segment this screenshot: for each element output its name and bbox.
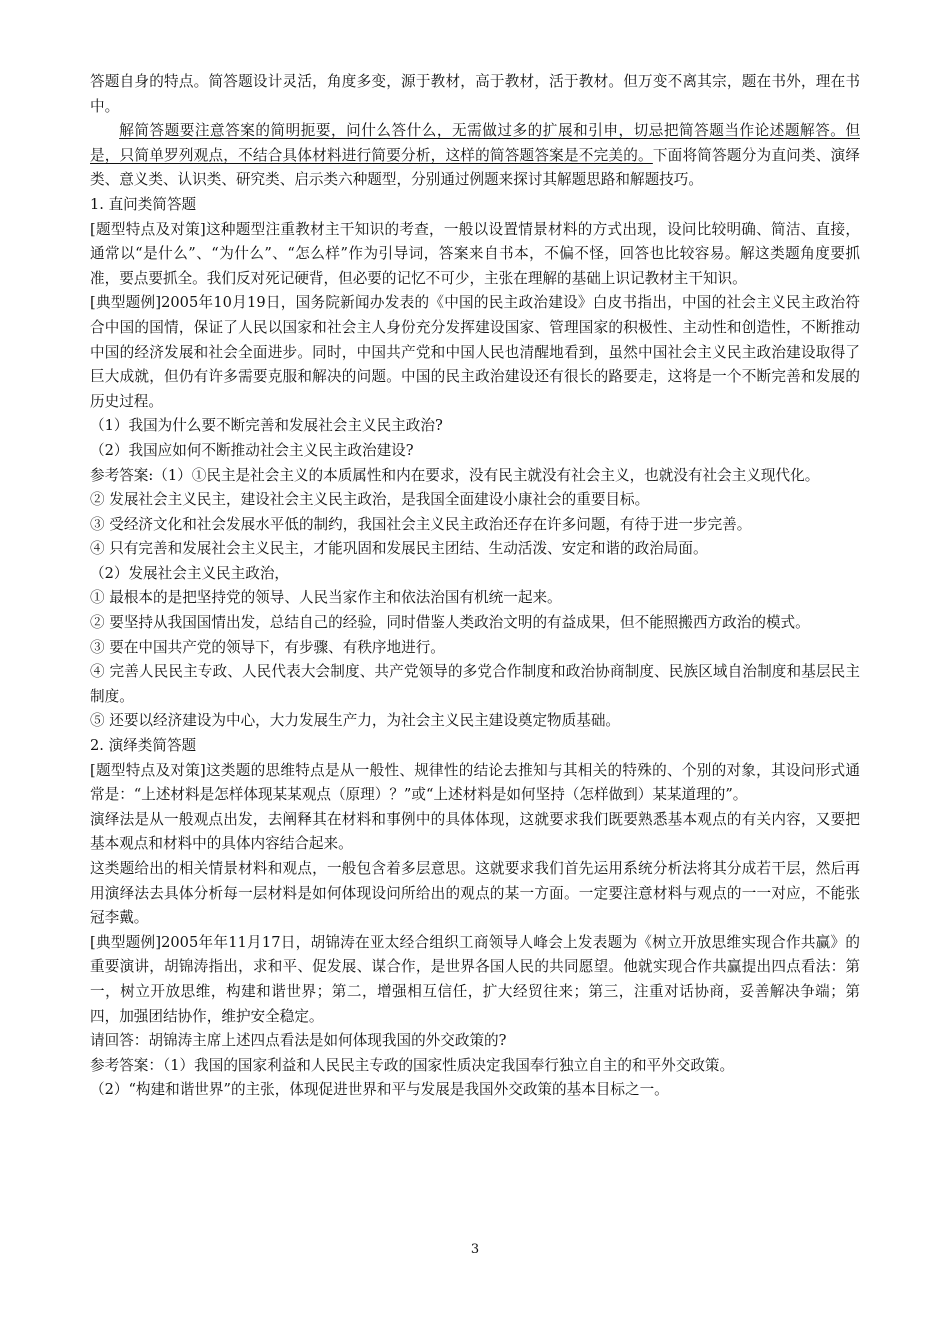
paragraph: [典型题例]2005年10月19日，国务院新闻办发表的《中国的民主政治建设》白皮书指出，中国的社会主义民主政治符合中国的国情，保证了人民以国家和社会主人身份充分发挥建设国家、管理国家的积极性、主动性和创造性，不断推动中国的经济发展和社会全面进步。同时，中国共产党和中国人民也清醒地看到，虽然中国社会主义民主政治建设取得了巨大成就，但仍有许多需要克服和解决的问题。中国的民主政治建设还有很长的路要走，这将是一个不断完善和发展的历史过程。: [90, 294, 860, 410]
question: 请回答：胡锦涛主席上述四点看法是如何体现我国的外交政策的?: [90, 1032, 507, 1050]
answer: 参考答案:（1）①民主是社会主义的本质属性和内在要求，没有民主就没有社会主义，也就没有社会主义现代化。: [90, 466, 820, 484]
answer-item: ⑤ 还要以经济建设为中心，大力发展生产力，为社会主义民主建设奠定物质基础。: [90, 712, 621, 730]
paragraph: 这类题给出的相关情景材料和观点，一般包含着多层意思。这就要求我们首先运用系统分析法将其分成若干层，然后再用演绎法去具体分析每一层材料是如何体现设问所给出的观点的某一方面。一定要注意材料与观点的一一对应，不能张冠李戴。: [90, 860, 860, 927]
question-2: （2）我国应如何不断推动社会主义民主政治建设?: [90, 441, 414, 459]
answer-item: ① 最根本的是把坚持党的领导、人民当家作主和依法治国有机统一起来。: [90, 589, 562, 607]
document-body: [90, 70, 860, 1103]
answer-item: ④ 只有完善和发展社会主义民主，才能巩固和发展民主团结、生动活泼、安定和谐的政治局面。: [90, 540, 708, 558]
paragraph: [题型特点及对策]这类题的思维特点是从一般性、规律性的结论去推知与其相关的特殊的、个别的对象，其设问形式通常是：“上述材料是怎样体现某某观点（原理）？”或“上述材料是如何坚持（怎样做到）某某道理的”。: [90, 761, 860, 804]
section-heading-2: 2. 演绎类简答题: [90, 737, 197, 755]
paragraph-intro: [90, 119, 860, 193]
paragraph: [题型特点及对策]这种题型注重教材主干知识的考查，一般以设置情景材料的方式出现，设问比较明确、简洁、直接，通常以“是什么”、“为什么”、“怎么样”作为引导词，答案来自书本，不偏不怪，回答也比较容易。解这类题角度要抓准，要点要抓全。我们反对死记硬背，但必要的记忆不可少，主张在理解的基础上识记教材主干知识。: [90, 220, 860, 287]
paragraph: 演绎法是从一般观点出发，去阐释其在材料和事例中的具体体现，这就要求我们既要熟悉基本观点的有关内容，又要把基本观点和材料中的具体内容结合起来。: [90, 810, 860, 853]
paragraph: [典型题例]2005年年11月17日，胡锦涛在亚太经合组织工商领导人峰会上发表题为《树立开放思维实现合作共赢》的重要演讲，胡锦涛指出，求和平、促发展、谋合作，是世界各国人民的共同愿望。他就实现合作共赢提出四点看法：第一，树立开放思维，构建和谐世界；第二，增强相互信任，扩大经贸往来；第三，注重对话协商，妥善解决争端；第四，加强团结协作，维护安全稳定。: [90, 933, 860, 1025]
answer-item: ③ 要在中国共产党的领导下，有步骤、有秩序地进行。: [90, 638, 445, 656]
answer-item: ④ 完善人民民主专政、人民代表大会制度、共产党领导的多党合作制度和政治协商制度、民族区域自治制度和基层民主制度。: [90, 663, 860, 705]
answer-item: ② 要坚持从我国国情出发，总结自己的经验，同时借鉴人类政治文明的有益成果，但不能照搬西方政治的模式。: [90, 614, 810, 632]
answer-item: ② 发展社会主义民主，建设社会主义民主政治，是我国全面建设小康社会的重要目标。: [90, 491, 650, 509]
answer-item: （2）发展社会主义民主政治，: [90, 564, 290, 582]
page-number: 3: [470, 1242, 480, 1257]
section-heading-1: 1. 直问类简答题: [90, 195, 197, 213]
underlined-text: 解简答题要注意答案的简明扼要，问什么答什么，无需做过多的扩展和引申，切忌把简答题当作论述题解答。但是，只简单罗列观点，不结合具体材料进行简要分析，这样的简答题答案是不完美的。: [90, 122, 860, 164]
answer-item: （2）“构建和谐世界”的主张，体现促进世界和平与发展是我国外交政策的基本目标之一。: [90, 1081, 669, 1099]
answer: 参考答案：（1）我国的国家利益和人民民主专政的国家性质决定我国奉行独立自主的和平外交政策。: [90, 1056, 735, 1074]
paragraph: 答题自身的特点。简答题设计灵活，角度多变，源于教材，高于教材，活于教材。但万变不离其宗，题在书外，理在书中。: [90, 73, 860, 115]
question-1: （1）我国为什么要不断完善和发展社会主义民主政治?: [90, 417, 443, 435]
answer-item: ③ 受经济文化和社会发展水平低的制约，我国社会主义民主政治还存在许多问题，有待于进一步完善。: [90, 515, 752, 533]
paragraph-text: 下面将简答题分为直问类、演绎类、意义类、认识类、研究类、启示类六种题型，分别通过例题来探讨其解题思路和解题技巧。: [90, 146, 860, 189]
